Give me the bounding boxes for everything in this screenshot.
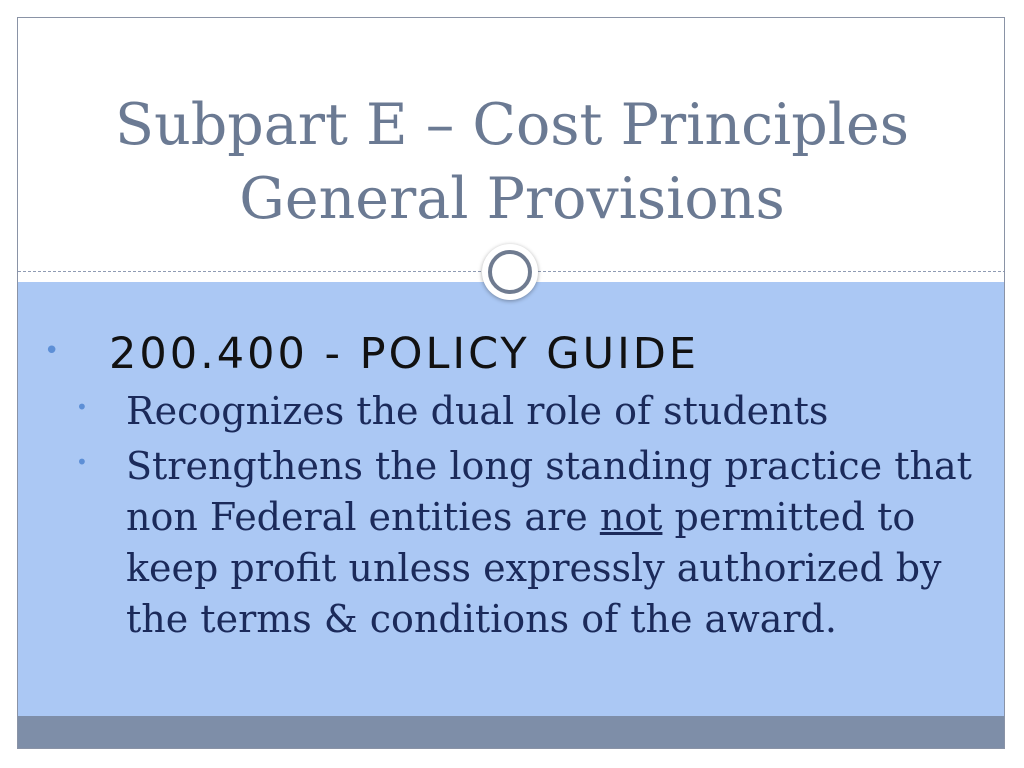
subbullet-text: Recognizes the dual role of students [126,389,829,433]
title-area [18,18,1005,272]
bullet-list [18,326,1005,645]
bullet-item-policy-guide [18,326,1005,382]
bullet-dot-icon: • [44,336,60,366]
slide [17,17,1005,749]
subbullet-text-after: permitted to keep profit unless expressly authorized by the terms & conditions of the award. [126,495,942,641]
slide-title [18,88,1005,236]
ring-ornament-icon [482,244,538,300]
subbullet-item-profit [18,441,1005,645]
emphasis-not: not [599,495,663,539]
bullet-text: 200.400 - POLICY GUIDE [109,329,700,379]
subbullet-dot-icon: • [76,395,88,419]
subbullet-text-before: Strengthens the long standing practice that non Federal entities are [126,444,972,539]
title-line-1: Subpart E – Cost Principles [115,92,909,158]
subbullet-dot-icon: • [76,450,88,474]
ring-inner [488,250,532,294]
footer-bar [18,716,1005,749]
title-line-2: General Provisions [239,166,785,232]
subbullet-text [126,441,986,645]
subbullet-item-dual-role [18,386,1005,437]
